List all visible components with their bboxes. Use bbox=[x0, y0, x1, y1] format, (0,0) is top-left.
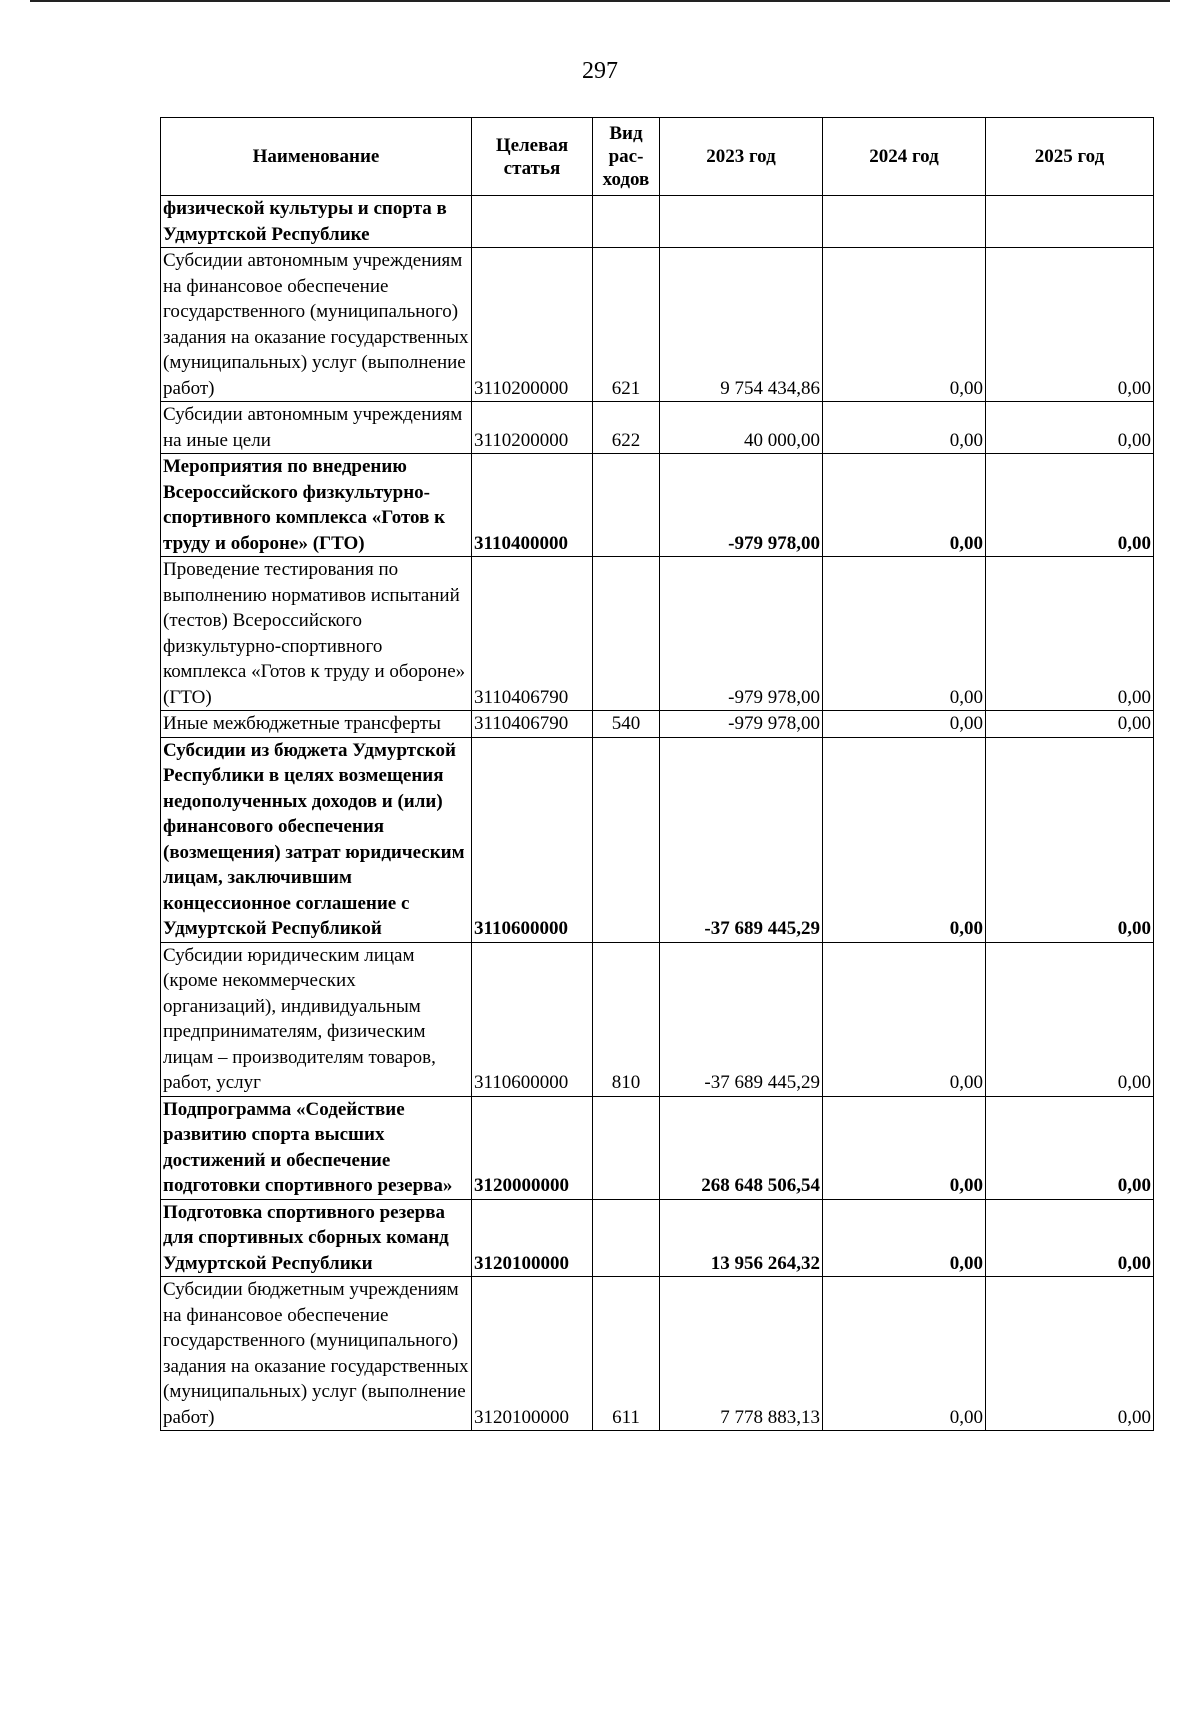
row-expense-kind-cell bbox=[593, 196, 660, 248]
table-header-row bbox=[161, 118, 1154, 196]
budget-table bbox=[160, 117, 1154, 1431]
row-2024-cell: 0,00 bbox=[823, 557, 986, 711]
header-2023: 2023 год bbox=[660, 118, 823, 196]
table-row bbox=[161, 196, 1154, 248]
row-2024-cell: 0,00 bbox=[823, 942, 986, 1096]
row-expense-kind-cell bbox=[593, 737, 660, 942]
row-2025-cell: 0,00 bbox=[986, 711, 1154, 738]
row-expense-kind-cell bbox=[593, 557, 660, 711]
table-row bbox=[161, 454, 1154, 557]
table-row bbox=[161, 1096, 1154, 1199]
table-row bbox=[161, 942, 1154, 1096]
row-2025-cell: 0,00 bbox=[986, 557, 1154, 711]
header-expense-kind: Вид рас-ходов bbox=[593, 118, 660, 196]
row-target-article-cell: 3110406790 bbox=[472, 711, 593, 738]
row-name-cell: Проведение тестирования по выполнению нормативов испытаний (тестов) Всероссийского физкультурно-спортивного комплекса «Готов к труду и обороне» (ГТО) bbox=[161, 557, 472, 711]
row-2024-cell: 0,00 bbox=[823, 711, 986, 738]
table-row bbox=[161, 557, 1154, 711]
row-name-cell: Мероприятия по внедрению Всероссийского физкультурно-спортивного комплекса «Готов к труду и обороне» (ГТО) bbox=[161, 454, 472, 557]
row-expense-kind-cell bbox=[593, 454, 660, 557]
row-expense-kind-cell: 621 bbox=[593, 248, 660, 402]
row-2024-cell bbox=[823, 196, 986, 248]
row-2025-cell: 0,00 bbox=[986, 454, 1154, 557]
row-2024-cell: 0,00 bbox=[823, 1096, 986, 1199]
row-2024-cell: 0,00 bbox=[823, 1277, 986, 1431]
row-2023-cell: -37 689 445,29 bbox=[660, 737, 823, 942]
row-2024-cell: 0,00 bbox=[823, 737, 986, 942]
row-target-article-cell: 3120100000 bbox=[472, 1199, 593, 1277]
row-2023-cell: 7 778 883,13 bbox=[660, 1277, 823, 1431]
row-2023-cell: -37 689 445,29 bbox=[660, 942, 823, 1096]
row-target-article-cell: 3110406790 bbox=[472, 557, 593, 711]
row-2025-cell: 0,00 bbox=[986, 248, 1154, 402]
row-name-cell: Субсидии автономным учреждениям на иные цели bbox=[161, 402, 472, 454]
row-name-cell: Субсидии автономным учреждениям на финансовое обеспечение государственного (муниципального) задания на оказание государственных (муниципальных) услуг (выполнение работ) bbox=[161, 248, 472, 402]
row-expense-kind-cell: 540 bbox=[593, 711, 660, 738]
row-expense-kind-cell: 810 bbox=[593, 942, 660, 1096]
row-2025-cell: 0,00 bbox=[986, 1277, 1154, 1431]
page-number: 297 bbox=[582, 58, 618, 84]
header-target-article: Целевая статья bbox=[472, 118, 593, 196]
row-2023-cell: -979 978,00 bbox=[660, 711, 823, 738]
row-target-article-cell: 3110400000 bbox=[472, 454, 593, 557]
row-name-cell: Субсидии бюджетным учреждениям на финансовое обеспечение государственного (муниципального) задания на оказание государственных (муниципальных) услуг (выполнение работ) bbox=[161, 1277, 472, 1431]
row-expense-kind-cell: 611 bbox=[593, 1277, 660, 1431]
header-name: Наименование bbox=[161, 118, 472, 196]
table-row bbox=[161, 711, 1154, 738]
row-name-cell: Подготовка спортивного резерва для спортивных сборных команд Удмуртской Республики bbox=[161, 1199, 472, 1277]
table-row bbox=[161, 1277, 1154, 1431]
row-2025-cell bbox=[986, 196, 1154, 248]
row-2023-cell: -979 978,00 bbox=[660, 454, 823, 557]
header-2024: 2024 год bbox=[823, 118, 986, 196]
row-2025-cell: 0,00 bbox=[986, 737, 1154, 942]
table-row bbox=[161, 737, 1154, 942]
table-row bbox=[161, 248, 1154, 402]
row-expense-kind-cell bbox=[593, 1199, 660, 1277]
row-target-article-cell: 3110600000 bbox=[472, 942, 593, 1096]
row-2024-cell: 0,00 bbox=[823, 248, 986, 402]
row-name-cell: Субсидии юридическим лицам (кроме некоммерческих организаций), индивидуальным предпринимателям, физическим лицам – производителям товаров, работ, услуг bbox=[161, 942, 472, 1096]
row-2023-cell bbox=[660, 196, 823, 248]
row-target-article-cell: 3120000000 bbox=[472, 1096, 593, 1199]
row-2024-cell: 0,00 bbox=[823, 454, 986, 557]
row-name-cell: Иные межбюджетные трансферты bbox=[161, 711, 472, 738]
row-2023-cell: 40 000,00 bbox=[660, 402, 823, 454]
table-row bbox=[161, 402, 1154, 454]
row-2023-cell: -979 978,00 bbox=[660, 557, 823, 711]
row-target-article-cell bbox=[472, 196, 593, 248]
row-2023-cell: 13 956 264,32 bbox=[660, 1199, 823, 1277]
row-2025-cell: 0,00 bbox=[986, 402, 1154, 454]
row-expense-kind-cell bbox=[593, 1096, 660, 1199]
row-expense-kind-cell: 622 bbox=[593, 402, 660, 454]
row-name-cell: Подпрограмма «Содействие развитию спорта высших достижений и обеспечение подготовки спортивного резерва» bbox=[161, 1096, 472, 1199]
row-2024-cell: 0,00 bbox=[823, 402, 986, 454]
row-target-article-cell: 3120100000 bbox=[472, 1277, 593, 1431]
row-target-article-cell: 3110600000 bbox=[472, 737, 593, 942]
row-2023-cell: 268 648 506,54 bbox=[660, 1096, 823, 1199]
row-target-article-cell: 3110200000 bbox=[472, 402, 593, 454]
row-2025-cell: 0,00 bbox=[986, 1199, 1154, 1277]
table-row bbox=[161, 1199, 1154, 1277]
row-2025-cell: 0,00 bbox=[986, 1096, 1154, 1199]
row-target-article-cell: 3110200000 bbox=[472, 248, 593, 402]
row-2023-cell: 9 754 434,86 bbox=[660, 248, 823, 402]
top-border-line bbox=[30, 0, 1170, 2]
header-2025: 2025 год bbox=[986, 118, 1154, 196]
row-2025-cell: 0,00 bbox=[986, 942, 1154, 1096]
row-name-cell: физической культуры и спорта в Удмуртской Республике bbox=[161, 196, 472, 248]
row-name-cell: Субсидии из бюджета Удмуртской Республики в целях возмещения недополученных доходов и (или) финансового обеспечения (возмещения) затрат юридическим лицам, заключившим концессионное соглашение с Удмуртской Республикой bbox=[161, 737, 472, 942]
row-2024-cell: 0,00 bbox=[823, 1199, 986, 1277]
